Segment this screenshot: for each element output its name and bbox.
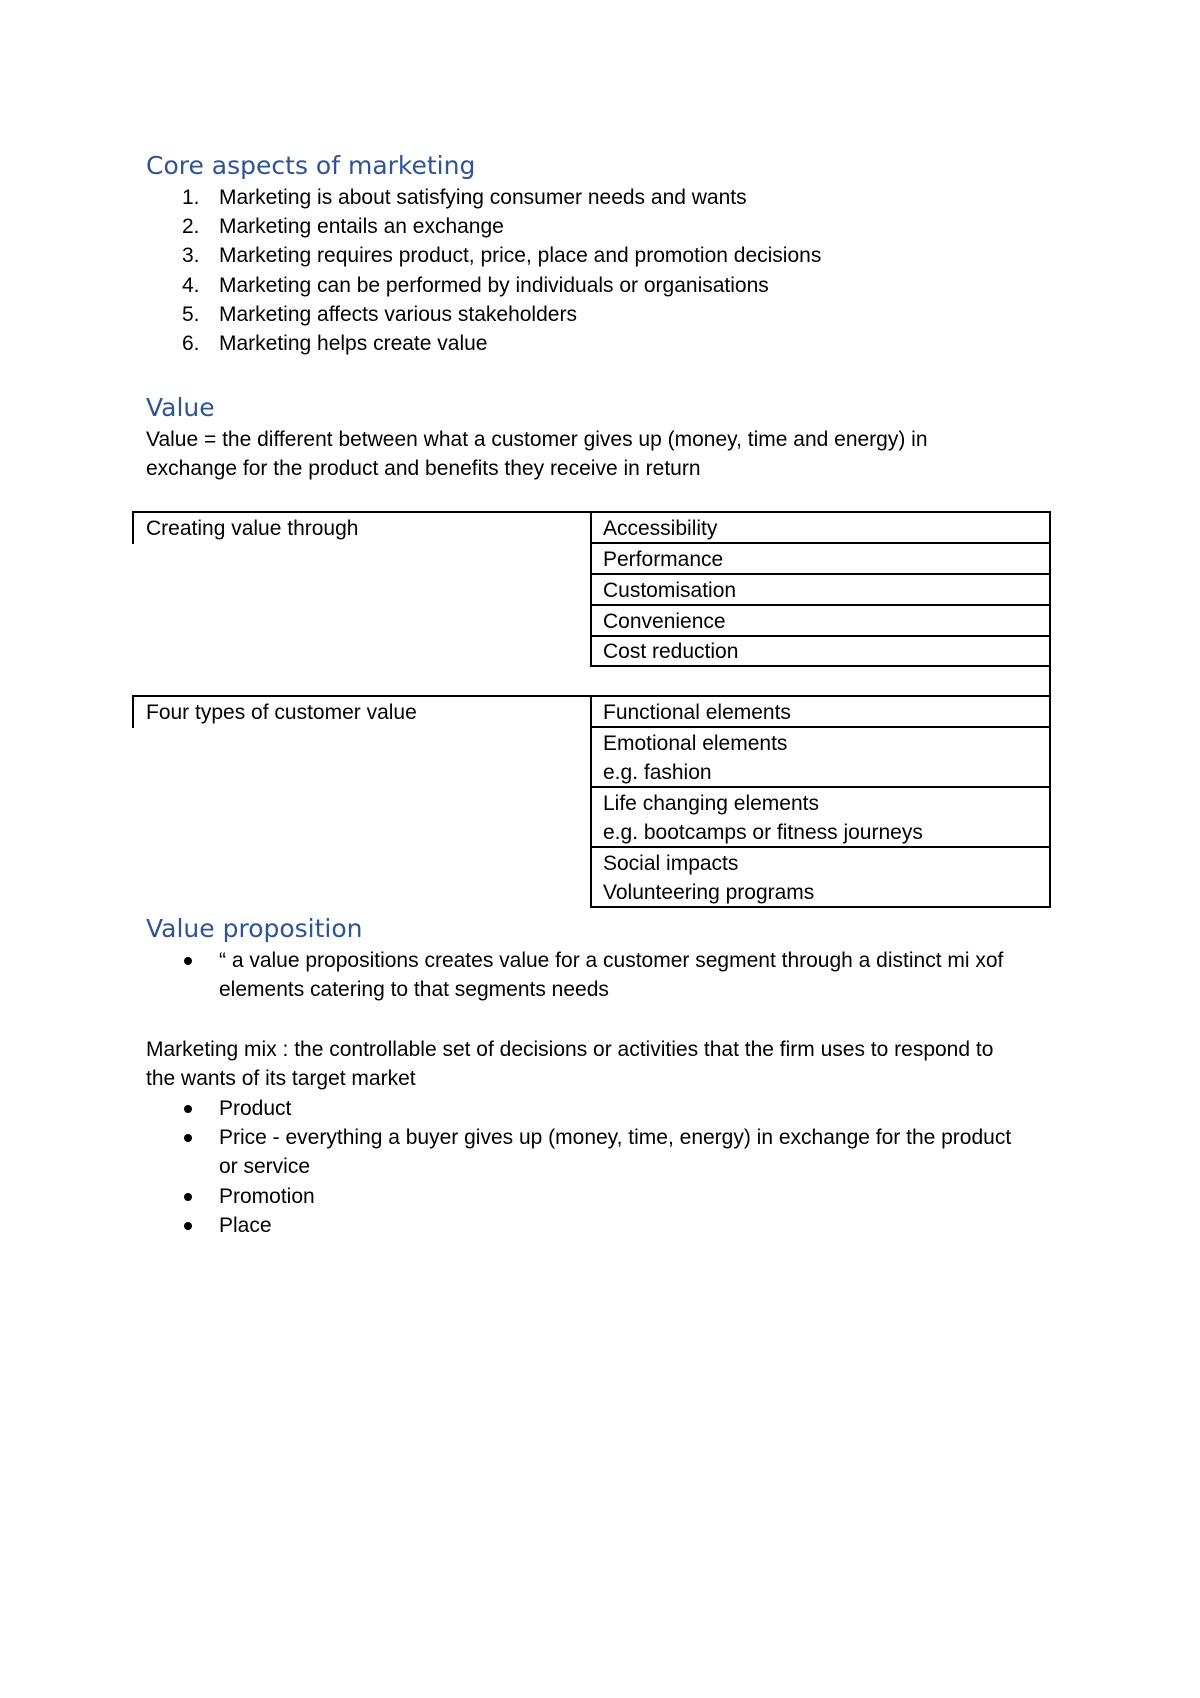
list-number: 3.: [182, 244, 200, 267]
bullet-icon: [184, 1134, 192, 1142]
bullet-icon: [184, 1193, 192, 1201]
list-number: 2.: [182, 215, 200, 238]
table-border: [590, 695, 592, 908]
table-cell: Emotional elements: [603, 732, 788, 755]
table-cell: Functional elements: [603, 701, 791, 724]
list-text: Promotion: [219, 1185, 315, 1208]
table-cell-note: e.g. bootcamps or fitness journeys: [603, 821, 923, 844]
list-number: 1.: [182, 186, 200, 209]
table-border: [590, 511, 592, 667]
list-text: Place: [219, 1214, 272, 1237]
table-border: [132, 511, 134, 544]
marketing-mix-intro-line-1: Marketing mix : the controllable set of decisions or activities that the firm uses to respond to: [146, 1038, 994, 1061]
table-cell: Convenience: [603, 610, 726, 633]
list-text: Product: [219, 1097, 292, 1120]
table-cell: Life changing elements: [603, 792, 819, 815]
table-cell: Customisation: [603, 579, 737, 602]
table-cell: Social impacts: [603, 852, 739, 875]
bullet-icon: [184, 1222, 192, 1230]
table-border: [1049, 511, 1051, 697]
list-text: Marketing can be performed by individuals or organisations: [219, 274, 769, 297]
table-cell: Performance: [603, 548, 724, 571]
list-text: or service: [219, 1155, 311, 1178]
heading-value: Value: [146, 393, 215, 422]
table-cell-note: Volunteering programs: [603, 881, 815, 904]
list-text: “ a value propositions creates value for a customer segment through a distinct mi xof: [219, 949, 1004, 972]
marketing-mix-intro-line-2: the wants of its target market: [146, 1067, 416, 1090]
list-text: Marketing affects various stakeholders: [219, 303, 577, 326]
heading-core-aspects: Core aspects of marketing: [146, 151, 476, 180]
table-cell: Accessibility: [603, 517, 718, 540]
table-cell: Cost reduction: [603, 640, 739, 663]
value-definition-line-2: exchange for the product and benefits they receive in return: [146, 457, 701, 480]
table-cell-note: e.g. fashion: [603, 761, 712, 784]
list-text: Marketing is about satisfying consumer needs and wants: [219, 186, 747, 209]
list-text: Marketing helps create value: [219, 332, 488, 355]
value-definition-line-1: Value = the different between what a customer gives up (money, time and energy) in: [146, 428, 928, 451]
table-border: [1049, 695, 1051, 908]
list-number: 5.: [182, 303, 200, 326]
table-label-creating-value: Creating value through: [146, 517, 359, 540]
heading-value-proposition: Value proposition: [146, 914, 363, 943]
list-text: Price - everything a buyer gives up (money, time, energy) in exchange for the product: [219, 1126, 1012, 1149]
list-text: Marketing requires product, price, place and promotion decisions: [219, 244, 822, 267]
list-number: 4.: [182, 274, 200, 297]
list-text: elements catering to that segments needs: [219, 978, 609, 1001]
list-number: 6.: [182, 332, 200, 355]
bullet-icon: [184, 957, 192, 965]
table-border: [132, 695, 134, 728]
table-label-customer-value: Four types of customer value: [146, 701, 417, 724]
bullet-icon: [184, 1105, 192, 1113]
list-text: Marketing entails an exchange: [219, 215, 504, 238]
